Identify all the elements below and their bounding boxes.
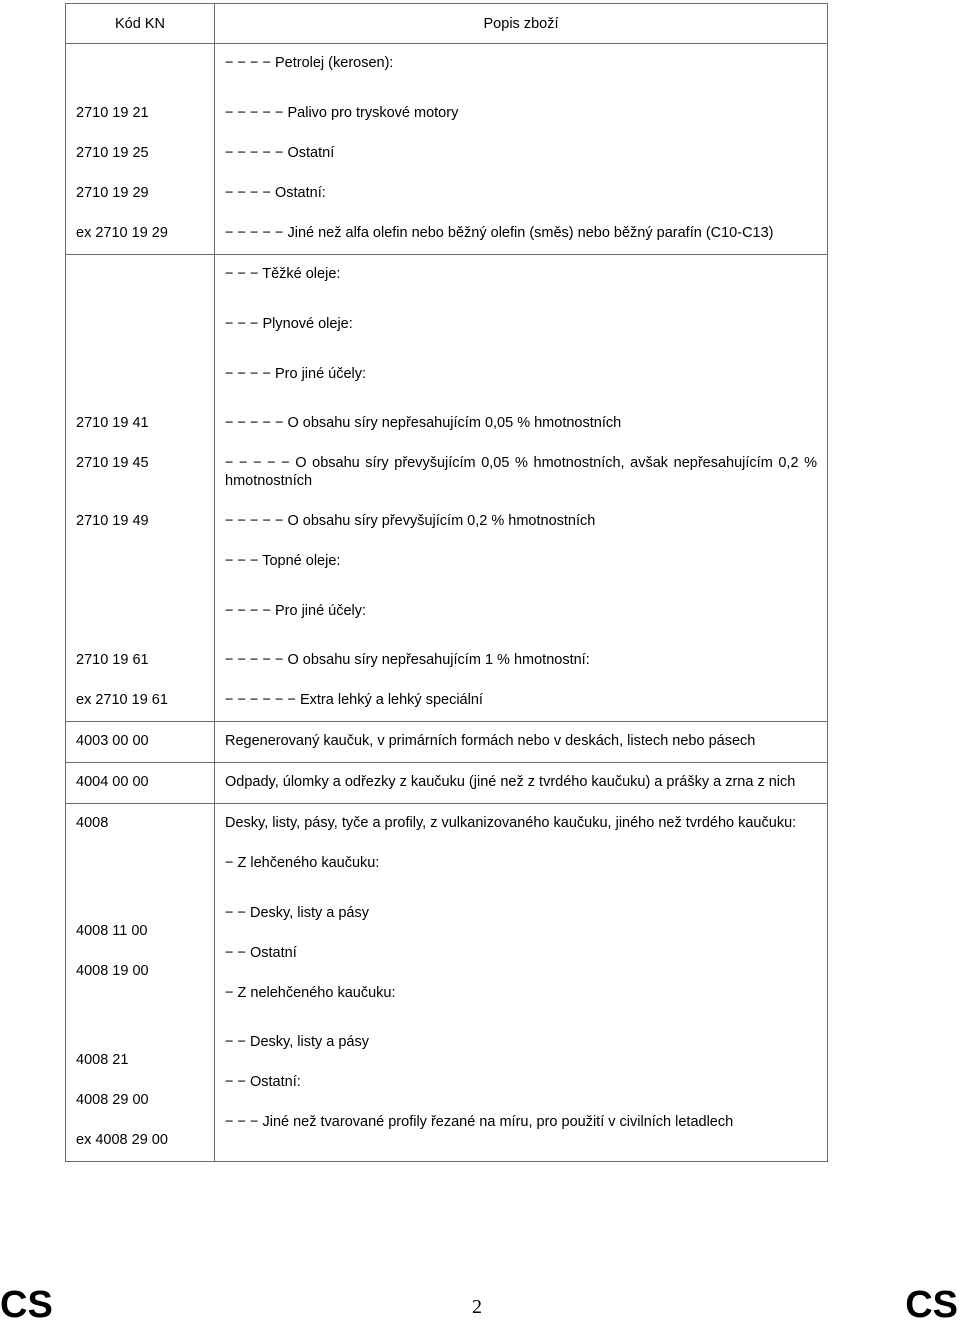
description-line: − − − − Pro jiné účely: <box>225 366 367 382</box>
code-cell <box>66 255 215 722</box>
code-line <box>76 872 204 890</box>
language-label-right: CS <box>905 1284 958 1326</box>
table-row <box>66 804 828 1162</box>
code-line: 2710 19 25 <box>76 145 149 161</box>
description-line: Odpady, úlomky a odřezky z kaučuku (jiné než z tvrdého kaučuku) a prášky a zrna z nich <box>225 774 796 790</box>
table-row <box>66 722 828 763</box>
code-line <box>76 54 204 72</box>
description-line: − − − Topné oleje: <box>225 553 341 569</box>
code-line <box>76 1002 204 1020</box>
description-cell <box>215 722 828 763</box>
code-line: 2710 19 41 <box>76 415 149 431</box>
code-line <box>76 602 204 620</box>
description-cell <box>215 804 828 1162</box>
description-line: − − − − − − Extra lehký a lehký speciální <box>225 692 483 708</box>
code-line <box>76 265 204 283</box>
code-line <box>76 365 204 383</box>
description-line: − − − − − O obsahu síry převyšujícím 0,2 % hmotnostních <box>225 513 596 529</box>
description-line: − − − − − Palivo pro tryskové motory <box>225 105 459 121</box>
description-line: − − − − − Jiné než alfa olefin nebo běžný olefin (směs) nebo běžný parafín (C10-C13) <box>225 225 774 241</box>
code-line: 4008 11 00 <box>76 923 148 939</box>
code-line: 4003 00 00 <box>76 733 149 749</box>
description-line: Desky, listy, pásy, tyče a profily, z vulkanizovaného kaučuku, jiného než tvrdého kaučuku: <box>225 815 797 831</box>
description-cell <box>215 763 828 804</box>
language-label-left: CS <box>0 1284 53 1326</box>
description-cell <box>215 44 828 255</box>
code-cell <box>66 722 215 763</box>
code-line: 2710 19 45 <box>76 455 149 471</box>
header-description: Popis zboží <box>215 4 828 44</box>
code-line: 2710 19 21 <box>76 105 149 121</box>
table-row <box>66 255 828 722</box>
code-line: 4008 29 00 <box>76 1092 149 1108</box>
code-line: 4008 19 00 <box>76 963 149 979</box>
code-line: 4008 21 <box>76 1052 129 1068</box>
code-line <box>76 552 204 570</box>
description-line: − − Ostatní <box>225 945 297 961</box>
header-row <box>66 4 828 44</box>
description-line: − − − − − O obsahu síry nepřesahujícím 0,05 % hmotnostních <box>225 415 622 431</box>
description-line: − − − Těžké oleje: <box>225 266 341 282</box>
page-number: 2 <box>472 1296 482 1318</box>
description-line: − − − − Petrolej (kerosen): <box>225 55 394 71</box>
code-line: ex 2710 19 29 <box>76 225 168 241</box>
description-line: − Z lehčeného kaučuku: <box>225 855 380 871</box>
description-line: Regenerovaný kaučuk, v primárních formách nebo v deskách, listech nebo pásech <box>225 733 756 749</box>
code-line: 2710 19 29 <box>76 185 149 201</box>
description-line: − − Ostatní: <box>225 1074 301 1090</box>
description-line: − Z nelehčeného kaučuku: <box>225 985 396 1001</box>
code-line: ex 2710 19 61 <box>76 692 168 708</box>
code-line <box>76 315 204 333</box>
description-line: − − Desky, listy a pásy <box>225 1034 369 1050</box>
description-line: − − − − Pro jiné účely: <box>225 603 367 619</box>
code-line: 2710 19 49 <box>76 513 149 529</box>
code-cell <box>66 763 215 804</box>
table-row <box>66 44 828 255</box>
code-cell <box>66 44 215 255</box>
code-cell <box>66 804 215 1162</box>
description-line: − − − Jiné než tvarované profily řezané na míru, pro použití v civilních letadlech <box>225 1114 734 1130</box>
description-line: − − − − − Ostatní <box>225 145 335 161</box>
table-row <box>66 763 828 804</box>
description-cell <box>215 255 828 722</box>
description-line: − − − Plynové oleje: <box>225 316 353 332</box>
description-line: − − − − − O obsahu síry nepřesahujícím 1 % hmotnostní: <box>225 652 590 668</box>
description-line: − − Desky, listy a pásy <box>225 905 369 921</box>
code-line: 2710 19 61 <box>76 652 149 668</box>
code-line: 4008 <box>76 815 109 831</box>
tariff-table <box>65 3 828 1162</box>
code-line: 4004 00 00 <box>76 774 149 790</box>
page-footer <box>0 1284 960 1327</box>
description-line: − − − − − O obsahu síry převyšujícím 0,05 % hmotnostních, avšak nepřesahujícím 0,2 % hmotnostních <box>225 455 817 489</box>
code-line: ex 4008 29 00 <box>76 1132 168 1148</box>
header-code: Kód KN <box>66 4 215 44</box>
description-line: − − − − Ostatní: <box>225 185 326 201</box>
